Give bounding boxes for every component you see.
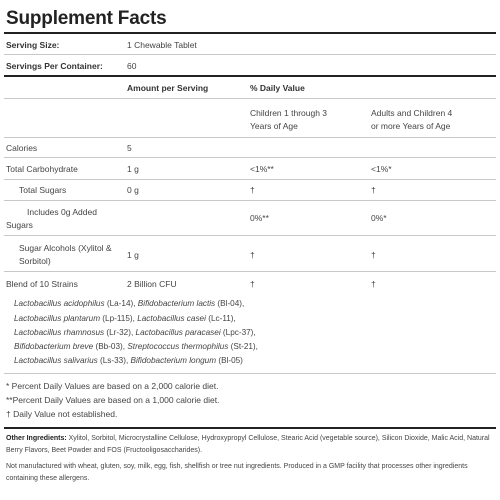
added-sugars-children-dv: 0%** (250, 213, 269, 223)
panel-title: Supplement Facts (6, 8, 167, 29)
total-carbohydrate-amount: 1 g (127, 164, 139, 174)
blend-label: Blend of 10 Strains (6, 279, 78, 289)
divider (4, 271, 496, 272)
allergen-statement: Not manufactured with wheat, gluten, soy, milk, egg, fish, shellfish or tree nut ingredients. Produced in a GMP facility that processes other ingredients containing these allergens. (6, 463, 468, 482)
other-ingredients-label: Other Ingredients: (6, 435, 67, 442)
blend-amount: 2 Billion CFU (127, 279, 177, 289)
added-sugars-label-line1: Includes 0g Added (27, 207, 97, 217)
divider (4, 373, 496, 374)
adults-column-header-line1: Adults and Children 4 (371, 108, 453, 118)
added-sugars-label-line2: Sugars (6, 220, 33, 230)
divider (4, 157, 496, 158)
sugar-alcohols-amount: 1 g (127, 250, 139, 260)
total-carbohydrate-label: Total Carbohydrate (6, 164, 78, 174)
footer-rule (4, 427, 496, 429)
footnote-dv-not-established: † Daily Value not established. (6, 409, 118, 419)
sugar-alcohols-children-dv: † (250, 250, 255, 260)
sugar-alcohols-adults-dv: † (371, 250, 376, 260)
children-column-header-line2: Years of Age (250, 121, 298, 131)
calories-label: Calories (6, 143, 38, 153)
footnote-1000-calorie: **Percent Daily Values are based on a 1,000 calorie diet. (6, 395, 220, 405)
divider (4, 200, 496, 201)
sugar-alcohols-label-line1: Sugar Alcohols (Xylitol & (19, 243, 112, 253)
children-column-header-line1: Children 1 through 3 (250, 108, 328, 118)
strain-list-item: Bifidobacterium breve (Bb-03), Streptococcus thermophilus (St-21), (14, 342, 258, 351)
strain-list-item: Lactobacillus salivarius (Ls-33), Bifidobacterium longum (Bl-05) (14, 356, 243, 365)
serving-size-value: 1 Chewable Tablet (127, 40, 197, 50)
calories-amount: 5 (127, 143, 132, 153)
adults-column-header-line2: or more Years of Age (371, 121, 451, 131)
divider (4, 179, 496, 180)
sugar-alcohols-label-line2: Sorbitol) (19, 256, 51, 266)
other-ingredients-text: Xylitol, Sorbitol, Microcrystalline Cellulose, Hydroxypropyl Cellulose, Stearic Acid (vegetable source), Silicon Dioxide, Malic Acid, Natural Berry Flavors, Beet Powder and FOS (Fructooligosaccharides). (6, 435, 490, 454)
total-sugars-amount: 0 g (127, 185, 139, 195)
divider (4, 235, 496, 236)
strain-list-item: Lactobacillus plantarum (Lp-115), Lactobacillus casei (Lc-11), (14, 314, 236, 323)
divider (4, 54, 496, 55)
total-sugars-adults-dv: † (371, 185, 376, 195)
dv-header: % Daily Value (250, 83, 305, 93)
added-sugars-adults-dv: 0%* (371, 213, 387, 223)
blend-adults-dv: † (371, 279, 376, 289)
title-rule (4, 32, 496, 34)
blend-children-dv: † (250, 279, 255, 289)
divider (4, 137, 496, 138)
footnote-2000-calorie: * Percent Daily Values are based on a 2,000 calorie diet. (6, 381, 219, 391)
divider (4, 98, 496, 99)
serving-size-label: Serving Size: (6, 40, 60, 50)
total-sugars-children-dv: † (250, 185, 255, 195)
servings-per-container-label: Servings Per Container: (6, 61, 103, 71)
total-carbohydrate-adults-dv: <1%* (371, 164, 392, 174)
servings-per-container-value: 60 (127, 61, 137, 71)
header-rule (4, 75, 496, 77)
amount-header: Amount per Serving (127, 83, 209, 93)
strain-list-item: Lactobacillus rhamnosus (Lr-32), Lactobacillus paracasei (Lpc-37), (14, 328, 256, 337)
strain-list-item: Lactobacillus acidophilus (La-14), Bifidobacterium lactis (Bl-04), (14, 299, 245, 308)
other-ingredients (6, 433, 494, 457)
total-carbohydrate-children-dv: <1%** (250, 164, 274, 174)
total-sugars-label: Total Sugars (19, 185, 67, 195)
